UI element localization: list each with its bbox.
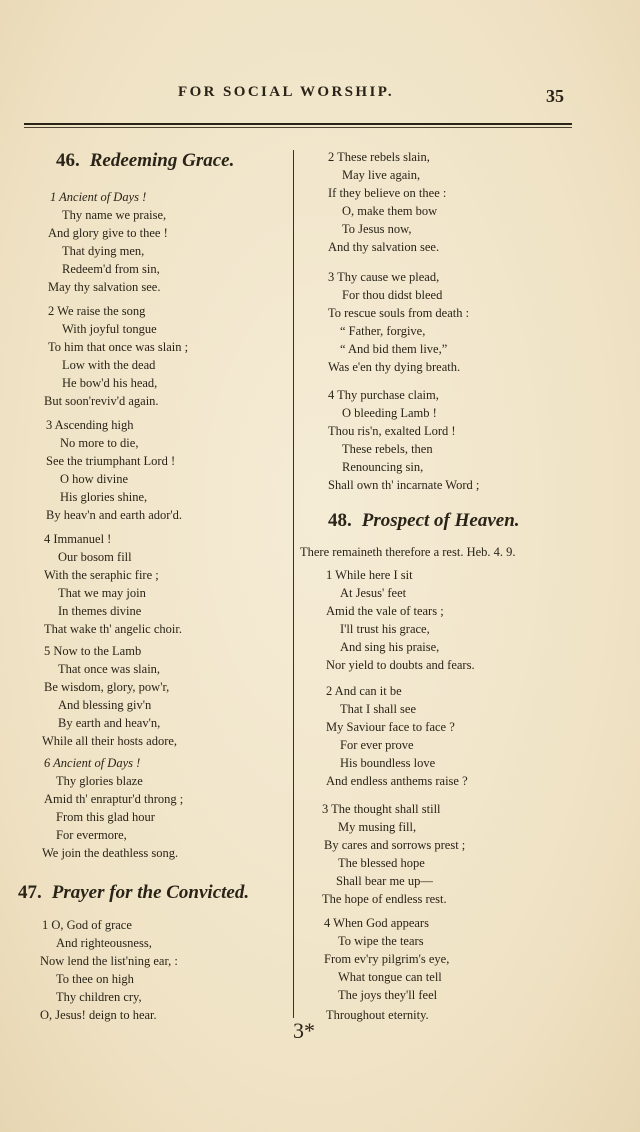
verse-line: For evermore, bbox=[56, 828, 127, 842]
verse-line: And righteousness, bbox=[56, 936, 152, 950]
page-number: 35 bbox=[546, 86, 564, 106]
verse-line: We join the deathless song. bbox=[42, 846, 179, 860]
verse-line: Amid th' enraptur'd throng ; bbox=[44, 792, 184, 806]
verse-line: Thy children cry, bbox=[56, 990, 142, 1004]
verse-line: The hope of endless rest. bbox=[322, 892, 447, 906]
hymn-number: 46. bbox=[56, 150, 80, 171]
verse-line: To him that once was slain ; bbox=[48, 340, 189, 354]
verse-line: May thy salvation see. bbox=[48, 280, 161, 294]
verse-line: 4 When God appears bbox=[324, 916, 429, 930]
verse-line: O, Jesus! deign to hear. bbox=[40, 1008, 157, 1022]
verse-line: By heav'n and earth ador'd. bbox=[46, 508, 183, 522]
verse-line: O, make them bow bbox=[342, 204, 438, 218]
verse-line: 3 Thy cause we plead, bbox=[328, 270, 440, 284]
verse-line: Shall own th' incarnate Word ; bbox=[328, 478, 480, 492]
verse-line: To wipe the tears bbox=[338, 934, 424, 948]
verse-line: Amid the vale of tears ; bbox=[326, 604, 444, 618]
verse-line: And blessing giv'n bbox=[58, 698, 152, 712]
verse-line: Nor yield to doubts and fears. bbox=[326, 658, 475, 672]
verse-line: 4 Thy purchase claim, bbox=[328, 388, 439, 402]
hymn-number: 48. bbox=[328, 510, 352, 531]
header-rule bbox=[24, 123, 572, 125]
verse-line: I'll trust his grace, bbox=[340, 622, 430, 636]
verse-line: With the seraphic fire ; bbox=[44, 568, 159, 582]
verse-line: Thy glories blaze bbox=[56, 774, 143, 788]
verse-line: Throughout eternity. bbox=[326, 1008, 429, 1022]
verse-line: 4 Immanuel ! bbox=[44, 532, 112, 546]
verse-line: And sing his praise, bbox=[340, 640, 440, 654]
verse-line: That wake th' angelic choir. bbox=[44, 622, 182, 636]
column-divider bbox=[293, 150, 294, 1018]
verse-line: The blessed hope bbox=[338, 856, 425, 870]
verse-line: That I shall see bbox=[340, 702, 417, 716]
verse-line: For ever prove bbox=[340, 738, 414, 752]
verse-line: To Jesus now, bbox=[342, 222, 412, 236]
verse-line: That we may join bbox=[58, 586, 146, 600]
running-head: FOR SOCIAL WORSHIP. bbox=[178, 84, 395, 100]
verse-line: And endless anthems raise ? bbox=[326, 774, 468, 788]
verse-line: These rebels, then bbox=[342, 442, 433, 456]
verse-line: For thou didst bleed bbox=[342, 288, 443, 302]
verse-line: But soon'reviv'd again. bbox=[44, 394, 159, 408]
verse-line: And thy salvation see. bbox=[328, 240, 440, 254]
verse-line: From ev'ry pilgrim's eye, bbox=[324, 952, 450, 966]
verse-line: 3 Ascending high bbox=[46, 418, 134, 432]
verse-line: Thy name we praise, bbox=[62, 208, 167, 222]
header-rule-thin bbox=[24, 127, 572, 128]
verse-line: 5 Now to the Lamb bbox=[44, 644, 142, 658]
hymn-46-title bbox=[56, 150, 234, 172]
verse-line: O how divine bbox=[60, 472, 129, 486]
verse-line: By earth and heav'n, bbox=[58, 716, 161, 730]
verse-line: By cares and sorrows prest ; bbox=[324, 838, 466, 852]
verse-line: Shall bear me up— bbox=[336, 874, 433, 888]
verse-line: Redeem'd from sin, bbox=[62, 262, 160, 276]
hymn-number: 47. bbox=[18, 882, 42, 903]
verse-line: See the triumphant Lord ! bbox=[46, 454, 176, 468]
hymn-title-text: Redeeming Grace. bbox=[89, 150, 235, 171]
verse-line: What tongue can tell bbox=[338, 970, 442, 984]
verse-line: At Jesus' feet bbox=[340, 586, 407, 600]
verse-line: Our bosom fill bbox=[58, 550, 132, 564]
verse-line: To rescue souls from death : bbox=[328, 306, 470, 320]
verse-line: 6 Ancient of Days ! bbox=[44, 756, 141, 770]
verse-line: Thou ris'n, exalted Lord ! bbox=[328, 424, 456, 438]
verse-line: If they believe on thee : bbox=[328, 186, 447, 200]
hymn-47-title bbox=[18, 882, 249, 904]
verse-line: From this glad hour bbox=[56, 810, 155, 824]
verse-line: With joyful tongue bbox=[62, 322, 157, 336]
verse-line: 1 Ancient of Days ! bbox=[50, 190, 147, 204]
verse-line: And glory give to thee ! bbox=[48, 226, 168, 240]
verse-line: While all their hosts adore, bbox=[42, 734, 178, 748]
verse-line: 2 We raise the song bbox=[48, 304, 146, 318]
verse-line: 1 While here I sit bbox=[326, 568, 413, 582]
verse-line: In themes divine bbox=[58, 604, 142, 618]
verse-line: Be wisdom, glory, pow'r, bbox=[44, 680, 170, 694]
verse-line: His boundless love bbox=[340, 756, 436, 770]
hymn-title-text: Prayer for the Convicted. bbox=[51, 882, 250, 903]
verse-line: His glories shine, bbox=[60, 490, 148, 504]
verse-line: Renouncing sin, bbox=[342, 460, 424, 474]
verse-line: 1 O, God of grace bbox=[42, 918, 132, 932]
verse-line: He bow'd his head, bbox=[62, 376, 158, 390]
verse-line: No more to die, bbox=[60, 436, 139, 450]
verse-line: 3 The thought shall still bbox=[322, 802, 441, 816]
hymn-title-text: Prospect of Heaven. bbox=[361, 510, 520, 531]
verse-line: Low with the dead bbox=[62, 358, 156, 372]
verse-line: That once was slain, bbox=[58, 662, 161, 676]
hymn-48-title bbox=[328, 510, 520, 532]
signature-mark: 3* bbox=[293, 1018, 315, 1043]
verse-line: 2 These rebels slain, bbox=[328, 150, 430, 164]
verse-line: That dying men, bbox=[62, 244, 145, 258]
verse-line: 2 And can it be bbox=[326, 684, 402, 698]
verse-line: “ Father, forgive, bbox=[340, 324, 426, 338]
verse-line: May live again, bbox=[342, 168, 421, 182]
verse-line: Now lend the list'ning ear, : bbox=[40, 954, 178, 968]
verse-line: To thee on high bbox=[56, 972, 134, 986]
epigraph: There remaineth therefore a rest. Heb. 4. 9. bbox=[300, 545, 516, 559]
verse-line: The joys they'll feel bbox=[338, 988, 438, 1002]
verse-line: “ And bid them live,” bbox=[340, 342, 448, 356]
verse-line: My musing fill, bbox=[338, 820, 417, 834]
verse-line: My Saviour face to face ? bbox=[326, 720, 455, 734]
verse-line: Was e'en thy dying breath. bbox=[328, 360, 461, 374]
verse-line: O bleeding Lamb ! bbox=[342, 406, 437, 420]
